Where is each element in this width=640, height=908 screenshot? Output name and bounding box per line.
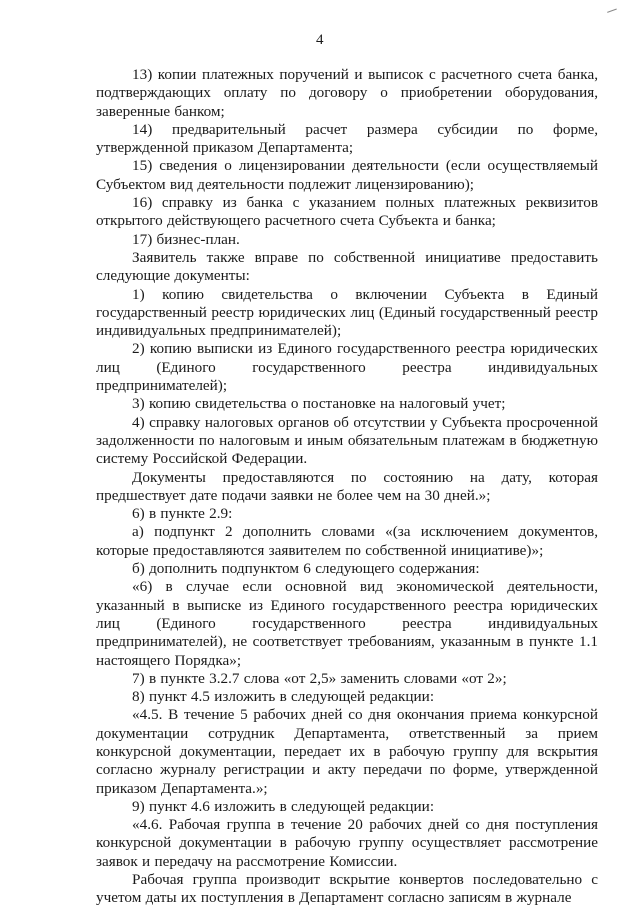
paragraph-section-4-5: «4.5. В течение 5 рабочих дней со дня окончания приема конкурсной документации сотрудник Департамента, ответственный за прием конкурсной документации, передает их в рабочую группу для вскрытия согласно журналу регистрации и акту передачи по форме, утвержденной приказом Департамента.»; <box>96 706 598 797</box>
scan-mark <box>607 9 619 19</box>
paragraph-item-16: 16) справку из банка с указанием полных платежных реквизитов открытого действующего расчетного счета Субъекта и банка; <box>96 194 598 230</box>
paragraph-applicant-right: Заявитель также вправе по собственной инициативе предоставить следующие документы: <box>96 248 598 285</box>
paragraph-point-6: 6) в пункте 2.9: <box>132 505 233 523</box>
paragraph-point-9: 9) пункт 4.6 изложить в следующей редакции: <box>132 797 435 815</box>
paragraph-optional-1: 1) копию свидетельства о включении Субъекта в Единый государственный реестр юридических лиц (Единый государственный реестр индивидуальных предпринимателей); <box>96 285 598 340</box>
paragraph-item-14: 14) предварительный расчет размера субсидии по форме, утвержденной приказом Департамента; <box>96 120 598 157</box>
paragraph-optional-4: 4) справку налоговых органов об отсутствии у Субъекта просроченной задолженности по налоговым и иным обязательным платежам в бюджетную систему Российской Федерации. <box>96 413 598 468</box>
paragraph-subpoint-6-text: «6) в случае если основной вид экономической деятельности, указанный в выписке из Единого государственного реестра юридических лиц (Единого государственного реестра индивидуальных предпринимателей), не соответствует требованиям, указанным в пункте 1.1 настоящего Порядка»; <box>96 578 598 669</box>
document-body <box>96 66 598 908</box>
page-number: 4 <box>316 32 324 48</box>
paragraph-section-4-6: «4.6. Рабочая группа в течение 20 рабочих дней со дня поступления конкурсной документации в рабочую группу осуществляет рассмотрение заявок и передачу на рассмотрение Комиссии. <box>96 816 598 870</box>
paragraph-optional-3: 3) копию свидетельства о постановке на налоговый учет; <box>132 395 506 413</box>
paragraph-subpoint-b: б) дополнить подпунктом 6 следующего содержания: <box>132 560 480 578</box>
paragraph-point-7: 7) в пункте 3.2.7 слова «от 2,5» заменить словами «от 2»; <box>132 669 507 687</box>
paragraph-item-17: 17) бизнес-план. <box>132 230 240 248</box>
paragraph-subpoint-a: а) подпункт 2 дополнить словами «(за исключением документов, которые предоставляются заявителем по собственной инициативе)»; <box>96 523 598 559</box>
paragraph-working-group: Рабочая группа производит вскрытие конвертов последовательно с учетом даты их поступления в Департамент согласно записям в журнале <box>96 871 598 907</box>
paragraph-documents-date: Документы предоставляются по состоянию на дату, которая предшествует дате подачи заявки не более чем на 30 дней.»; <box>96 468 598 504</box>
paragraph-item-15: 15) сведения о лицензировании деятельности (если осуществляемый Субъектом вид деятельности подлежит лицензированию); <box>96 157 598 193</box>
paragraph-optional-2: 2) копию выписки из Единого государственного реестра юридических лиц (Единого государственного реестра индивидуальных предпринимателей); <box>96 340 598 395</box>
paragraph-point-8: 8) пункт 4.5 изложить в следующей редакции: <box>132 688 435 706</box>
paragraph-item-13: 13) копии платежных поручений и выписок с расчетного счета банка, подтверждающих оплату по договору о приобретении оборудования, заверенные банком; <box>96 66 598 120</box>
